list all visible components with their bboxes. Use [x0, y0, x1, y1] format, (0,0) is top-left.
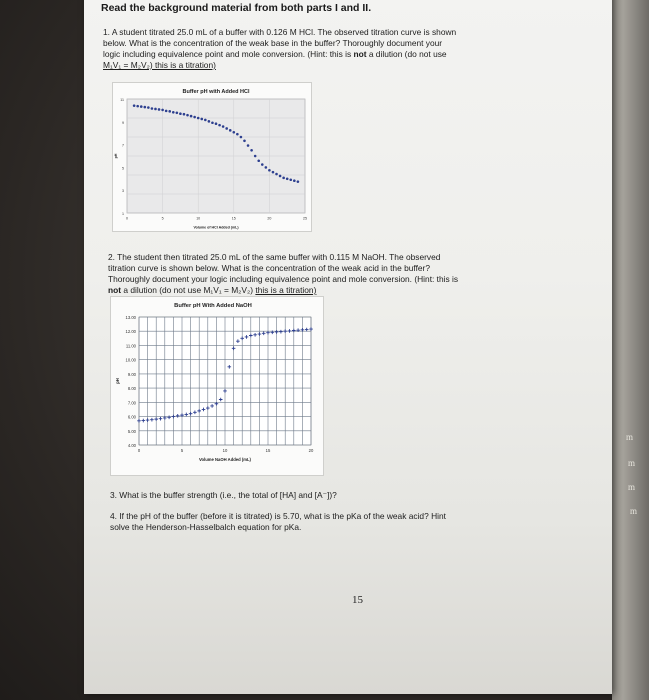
x-tick-label: 5: [161, 216, 164, 221]
data-point: [172, 111, 175, 114]
y-tick-label: 9.00: [127, 371, 136, 377]
q2-not-emphasis: not: [108, 285, 122, 295]
q1-line-1: 1. A student titrated 25.0 mL of a buffer with 0.126 M HCl. The observed titration curve is shown: [103, 27, 457, 37]
chart-title: Buffer pH with Added HCl: [182, 89, 250, 95]
q2-line-3: Thoroughly document your logic including equivalence point and mole conversion. (Hint: this is: [108, 274, 459, 284]
data-point: [165, 110, 168, 113]
data-point: [158, 108, 161, 111]
data-point: [211, 121, 214, 124]
y-tick-label: 3: [122, 189, 124, 194]
y-axis-label: pH: [115, 378, 120, 384]
data-point: [236, 133, 239, 136]
q1-line-3: [103, 49, 447, 60]
y-tick-label: 5: [122, 166, 124, 171]
x-tick-label: 10: [222, 448, 228, 454]
data-point: [272, 171, 275, 174]
data-point: [151, 107, 154, 110]
data-point: [215, 122, 218, 125]
side-mark: m: [626, 432, 634, 442]
data-point: [218, 124, 221, 127]
data-point: [147, 106, 150, 109]
data-point: [133, 104, 136, 107]
hcl-chart-frame: [112, 82, 312, 232]
data-point: [257, 159, 260, 162]
q2-line-1: 2. The student then titrated 25.0 mL of the same buffer with 0.115 M NaOH. The observed: [108, 252, 441, 262]
hcl-titration-chart: [113, 83, 311, 231]
q1-line-2: below. What is the concentration of the weak base in the buffer? Thoroughly document your: [103, 38, 443, 48]
q1-line-4: M₁V₁ = M₂V₂) this is a titration): [103, 60, 216, 70]
data-point: [243, 140, 246, 143]
q2-line-4: [108, 285, 316, 296]
q2-line-4-text: a dilution (do not use M₁V₁ = M₂V₂): [121, 285, 256, 295]
data-point: [183, 113, 186, 116]
q2-line-4-underline: this is a titration): [255, 285, 317, 295]
x-tick-label: 0: [126, 216, 128, 221]
x-tick-label: 15: [265, 448, 271, 454]
data-point: [286, 178, 289, 181]
x-tick-label: 10: [196, 216, 201, 221]
y-tick-label: 12.00: [125, 329, 136, 335]
y-tick-label: 8.00: [127, 386, 136, 392]
page-number: 15: [352, 594, 363, 606]
naoh-titration-chart: [111, 297, 323, 475]
data-point: [161, 109, 164, 112]
y-tick-label: 9: [122, 120, 124, 125]
data-point: [140, 105, 143, 108]
data-point: [293, 179, 296, 182]
data-point: [168, 110, 171, 113]
x-tick-label: 15: [231, 216, 236, 221]
y-tick-label: 1: [122, 212, 124, 216]
data-point: [247, 144, 250, 147]
data-point: [204, 119, 207, 122]
data-point: [282, 177, 285, 180]
data-point: [240, 136, 243, 139]
data-point: [179, 112, 182, 115]
chart-title: Buffer pH With Added NaOH: [174, 303, 252, 309]
data-point: [186, 114, 189, 117]
data-point: [254, 155, 257, 158]
y-tick-label: 7: [122, 143, 124, 148]
data-point: [190, 115, 193, 118]
data-point: [289, 178, 292, 181]
y-tick-label: 10.00: [125, 357, 136, 363]
data-point: [200, 118, 203, 121]
q1-line-3-tail: a dilution (do not use: [366, 49, 447, 59]
data-point: [136, 105, 139, 108]
side-mark: m: [628, 458, 636, 468]
y-tick-label: 13.00: [125, 315, 136, 320]
data-point: [222, 125, 225, 128]
q1-line-3-text: logic including equivalence point and mole conversion. (Hint: this is: [103, 49, 354, 59]
q2-line-2: titration curve is shown below. What is the concentration of the weak acid in the buffer?: [108, 263, 430, 273]
data-point: [279, 175, 282, 178]
y-tick-label: 6.00: [127, 414, 136, 420]
data-point: [250, 149, 253, 152]
q1-not-emphasis: not: [353, 49, 367, 59]
data-point: [144, 106, 147, 109]
side-mark: m: [628, 482, 636, 492]
next-page-edge: [612, 0, 649, 700]
naoh-chart-frame: [110, 296, 324, 476]
x-tick-label: 20: [267, 216, 272, 221]
data-point: [193, 116, 196, 119]
q4-line-2: solve the Henderson-Hasselbalch equation for pKa.: [110, 522, 302, 532]
page-title: Read the background material from both parts I and II.: [101, 2, 372, 14]
y-axis-label: pH: [114, 153, 118, 159]
data-point: [233, 131, 236, 134]
x-tick-label: 0: [137, 448, 141, 454]
x-tick-label: 5: [180, 448, 184, 454]
x-axis-label: Volume of HCl Added (mL): [193, 225, 239, 230]
y-tick-label: 11: [120, 98, 124, 102]
q4-line-1: 4. If the pH of the buffer (before it is titrated) is 5.70, what is the pKa of the weak acid? Hint: [110, 511, 446, 521]
data-point: [225, 127, 228, 130]
data-point: [265, 166, 268, 169]
data-point: [297, 180, 300, 183]
data-point: [176, 111, 179, 114]
x-tick-label: 20: [308, 448, 314, 454]
y-tick-label: 11.00: [125, 343, 136, 349]
data-point: [208, 120, 211, 123]
data-point: [275, 173, 278, 176]
side-mark: m: [630, 506, 638, 516]
data-point: [229, 129, 232, 132]
data-point: [268, 169, 271, 172]
y-tick-label: 5.00: [127, 428, 136, 434]
data-point: [197, 117, 200, 120]
y-tick-label: 7.00: [127, 400, 136, 406]
data-point: [154, 108, 157, 111]
x-tick-label: 25: [303, 216, 307, 221]
data-point: [261, 163, 264, 166]
q3-text: 3. What is the buffer strength (i.e., the total of [HA] and [A⁻])?: [110, 490, 337, 500]
y-tick-label: 4.00: [127, 443, 136, 448]
x-axis-label: Volume NaOH Added (mL): [199, 457, 251, 463]
